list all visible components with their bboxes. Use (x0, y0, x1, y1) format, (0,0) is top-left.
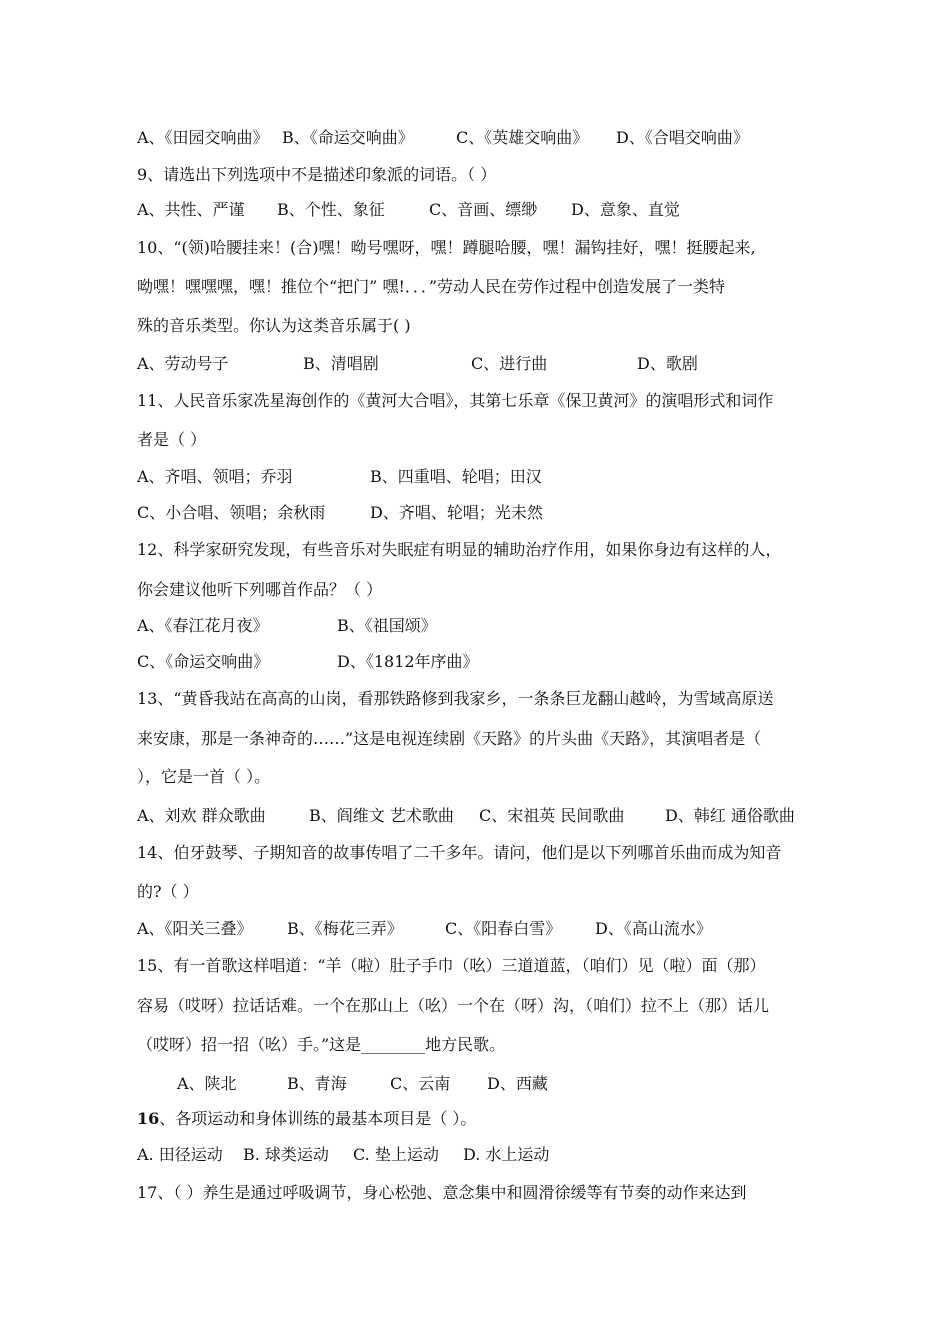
q8-option-b: B、《命运交响曲》 (282, 128, 414, 147)
q8-option-a: A、《田园交响曲》 (137, 128, 269, 147)
q11-option-a: A、齐唱、领唱；乔羽 (137, 467, 293, 486)
q12-line-1: 12、科学家研究发现，有些音乐对失眠症有明显的辅助治疗作用，如果你身边有这样的人， (137, 540, 782, 559)
q17-line-1: 17、（ ）养生是通过呼吸调节，身心松弛、意念集中和圆滑徐缓等有节奏的动作来达到 (137, 1183, 747, 1202)
q15-line-2: 容易（哎呀）拉话话难。一个在那山上（吆）一个在（呀）沟，（咱们）拉不上（那）话儿 (137, 996, 770, 1015)
q11-option-b: B、四重唱、轮唱；田汉 (370, 467, 542, 486)
q15-option-a: A、陕北 (177, 1074, 237, 1093)
q16-stem (137, 1109, 476, 1129)
q13-line-3: ），它是一首（ ）。 (137, 767, 271, 786)
q15-line-1: 15、有一首歌这样唱道：“羊（啦）肚子手巾（吆）三道道蓝，（咱们）见（啦）面（那） (137, 956, 766, 975)
q11-option-c: C、小合唱、领唱；余秋雨 (137, 503, 326, 522)
q15-option-b: B、青海 (287, 1074, 347, 1093)
q14-line-2: 的?（ ） (137, 882, 199, 901)
q13-option-a: A、刘欢 群众歌曲 (137, 806, 266, 825)
q14-option-c: C、《阳春白雪》 (445, 919, 562, 938)
q9-options (137, 200, 680, 220)
q13-option-c: C、宋祖英 民间歌曲 (479, 806, 625, 825)
q12-option-b: B、《祖国颂》 (337, 616, 437, 635)
q14-line-1: 14、伯牙鼓琴、子期知音的故事传唱了二千多年。请问，他们是以下列哪首乐曲而成为知音 (137, 843, 782, 862)
q12-option-c: C、《命运交响曲》 (137, 652, 270, 671)
q9-option-b: B、个性、象征 (277, 200, 385, 219)
q10-option-c: C、进行曲 (471, 354, 548, 373)
q14-option-b: B、《梅花三弄》 (287, 919, 403, 938)
q10-line-3: 殊的音乐类型。你认为这类音乐属于( ) (137, 316, 411, 335)
q12-options-row-1 (137, 616, 437, 636)
q9-option-d: D、意象、直觉 (571, 200, 680, 219)
q15-line-3: （哎呀）招一招（吆）手。”这是________地方民歌。 (137, 1035, 506, 1054)
q10-option-a: A、劳动号子 (137, 354, 229, 373)
q10-line-1: 10、“(领)哈腰挂来！(合)嘿！呦号嘿呀，嘿！蹲腿哈腰，嘿！漏钩挂好，嘿！挺腰起来, (137, 238, 756, 257)
q16-option-a: A. 田径运动 (137, 1145, 223, 1164)
q14-option-d: D、《高山流水》 (595, 919, 712, 938)
q11-line-1: 11、人民音乐家冼星海创作的《黄河大合唱》，其第七乐章《保卫黄河》的演唱形式和词作 (137, 391, 774, 410)
q15-options (177, 1074, 548, 1094)
q12-options-row-2 (137, 652, 479, 672)
q9-stem: 9、请选出下列选项中不是描述印象派的词语。（ ） (137, 165, 497, 184)
q10-option-d: D、歌剧 (637, 354, 698, 373)
q13-line-2: 来安康，那是一条神奇的……”这是电视连续剧《天路》的片头曲《天路》，其演唱者是（ (137, 729, 762, 748)
q15-option-c: C、云南 (390, 1074, 451, 1093)
q16-option-d: D. 水上运动 (463, 1145, 550, 1164)
q11-line-2: 者是（ ） (137, 430, 207, 449)
q11-options-row-2 (137, 503, 543, 523)
q11-options-row-1 (137, 467, 542, 487)
q16-options (137, 1145, 549, 1165)
q13-option-b: B、阎维文 艺术歌曲 (309, 806, 454, 825)
q8-options (137, 128, 749, 148)
q13-line-1: 13、“黄昏我站在高高的山岗，看那铁路修到我家乡，一条条巨龙翻山越岭，为雪域高原送 (137, 689, 774, 708)
q13-option-d: D、韩红 通俗歌曲 (665, 806, 795, 825)
q9-option-c: C、音画、缥缈 (429, 200, 538, 219)
q10-option-b: B、清唱剧 (303, 354, 379, 373)
q14-option-a: A、《阳关三叠》 (137, 919, 253, 938)
q8-option-c: C、《英雄交响曲》 (456, 128, 589, 147)
q13-options (137, 806, 795, 826)
q12-line-2: 你会建议他听下列哪首作品？（ ） (137, 580, 383, 599)
q16-number: 16 (137, 1109, 160, 1128)
q12-option-a: A、《春江花月夜》 (137, 616, 269, 635)
q9-option-a: A、共性、严谨 (137, 200, 245, 219)
q8-option-d: D、《合唱交响曲》 (616, 128, 749, 147)
q11-option-d: D、齐唱、轮唱；光未然 (370, 503, 543, 522)
q14-options (137, 919, 712, 939)
q16-stem-text: 、各项运动和身体训练的最基本项目是（ ）。 (159, 1109, 477, 1128)
q16-option-b: B. 球类运动 (243, 1145, 329, 1164)
q15-option-d: D、西藏 (487, 1074, 548, 1093)
q10-options (137, 354, 698, 374)
q10-line-2: 呦嘿！嘿嘿嘿，嘿！推位个“把门” 嘿!．．．”劳动人民在劳作过程中创造发展了一类特 (137, 277, 726, 296)
q16-option-c: C. 垫上运动 (353, 1145, 439, 1164)
q12-option-d: D、《1812年序曲》 (337, 652, 479, 671)
